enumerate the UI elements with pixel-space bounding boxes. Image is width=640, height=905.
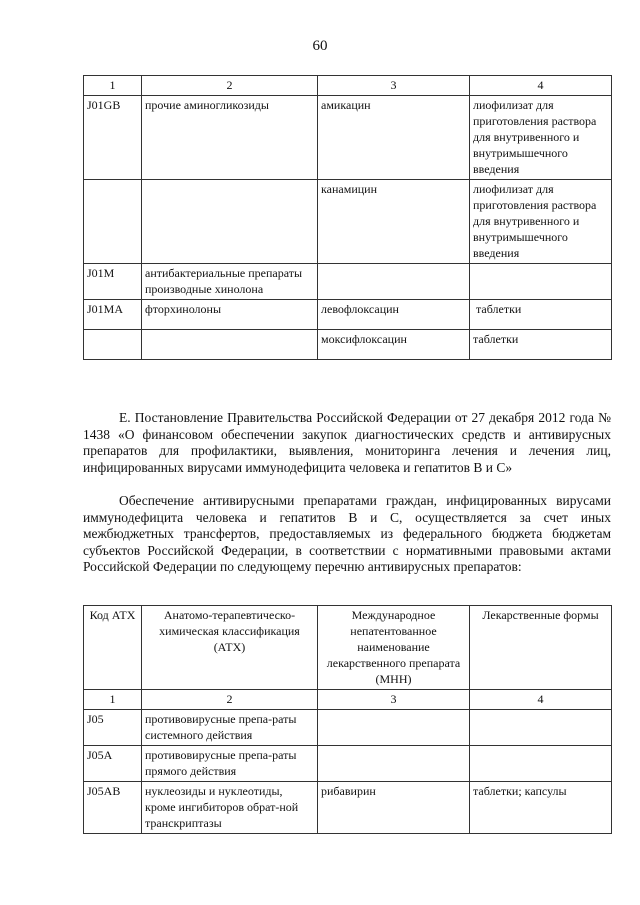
atc-code-cell: J01M xyxy=(84,264,142,300)
atc-code-cell: J05 xyxy=(84,710,142,746)
dosage-form-cell: лиофилизат для приготовления раствора для внутривенного и внутримышечного введения xyxy=(470,180,612,264)
inn-cell: рибавирин xyxy=(318,782,470,834)
column-number: 3 xyxy=(318,76,470,96)
table-row xyxy=(84,330,612,360)
atc-code-cell: J05A xyxy=(84,746,142,782)
table-row xyxy=(84,180,612,264)
atc-code-cell xyxy=(84,330,142,360)
table-row xyxy=(84,782,612,834)
column-number: 1 xyxy=(84,76,142,96)
inn-cell: амикацин xyxy=(318,96,470,180)
column-number: 4 xyxy=(470,76,612,96)
dosage-form-cell xyxy=(470,710,612,746)
atc-class-cell xyxy=(142,330,318,360)
dosage-form-cell: таблетки xyxy=(470,330,612,360)
inn-cell: моксифлоксацин xyxy=(318,330,470,360)
inn-cell: канамицин xyxy=(318,180,470,264)
inn-cell xyxy=(318,710,470,746)
table-row xyxy=(84,96,612,180)
atc-class-cell: нуклеозиды и нуклеотиды, кроме ингибиторов обрат-ной транскриптазы xyxy=(142,782,318,834)
dosage-form-cell xyxy=(470,264,612,300)
column-number-row xyxy=(84,690,612,710)
atc-class-cell: антибактериальные препараты производные хинолона xyxy=(142,264,318,300)
column-header: Анатомо-терапевтическо-химическая классификация (АТХ) xyxy=(142,606,318,690)
dosage-form-cell: лиофилизат для приготовления раствора для внутривенного и внутримышечного введения xyxy=(470,96,612,180)
table-row xyxy=(84,264,612,300)
page-number: 60 xyxy=(312,38,328,54)
atc-code-cell: J05AB xyxy=(84,782,142,834)
dosage-form-cell: таблетки xyxy=(470,300,612,330)
table-row xyxy=(84,300,612,330)
drug-table-antibacterial xyxy=(83,75,612,360)
atc-code-cell: J01MA xyxy=(84,300,142,330)
column-number: 1 xyxy=(84,690,142,710)
paragraph-provision: Обеспечение антивирусными препаратами граждан, инфицированных вирусами иммунодефицита человека и гепатитов В и С, осуществляется за счет иных межбюджетных трансфертов, предоставляемых из федерального бюджета бюджетам субъектов Российской Федерации, в соответствии с нормативными правовыми актами Российской Федерации по следующему перечню антивирусных препаратов: xyxy=(83,493,611,574)
header-row xyxy=(84,606,612,690)
atc-class-cell: фторхинолоны xyxy=(142,300,318,330)
dosage-form-cell xyxy=(470,746,612,782)
dosage-form-cell: таблетки; капсулы xyxy=(470,782,612,834)
inn-cell xyxy=(318,264,470,300)
atc-code-cell xyxy=(84,180,142,264)
paragraph-resolution-e: Е. Постановление Правительства Российской Федерации от 27 декабря 2012 года № 1438 «О финансовом обеспечении закупок диагностических средств и антивирусных препаратов для профилактики, выявления, мониторинга лечения и лечения лиц, инфицированных вирусами иммунодефицита человека и гепатитов В и С» xyxy=(83,410,611,475)
table-row xyxy=(84,710,612,746)
atc-class-cell: противовирусные препа-раты системного действия xyxy=(142,710,318,746)
column-number: 2 xyxy=(142,690,318,710)
column-header: Код АТХ xyxy=(84,606,142,690)
column-header: Лекарственные формы xyxy=(470,606,612,690)
column-number: 3 xyxy=(318,690,470,710)
drug-table-antiviral xyxy=(83,605,612,834)
table-row xyxy=(84,746,612,782)
atc-class-cell: противовирусные препа-раты прямого действия xyxy=(142,746,318,782)
column-number: 4 xyxy=(470,690,612,710)
atc-class-cell xyxy=(142,180,318,264)
column-number: 2 xyxy=(142,76,318,96)
inn-cell: левофлоксацин xyxy=(318,300,470,330)
column-number-row xyxy=(84,76,612,96)
inn-cell xyxy=(318,746,470,782)
column-header: Международное непатентованное наименование лекарственного препарата (МНН) xyxy=(318,606,470,690)
atc-class-cell: прочие аминогликозиды xyxy=(142,96,318,180)
atc-code-cell: J01GB xyxy=(84,96,142,180)
